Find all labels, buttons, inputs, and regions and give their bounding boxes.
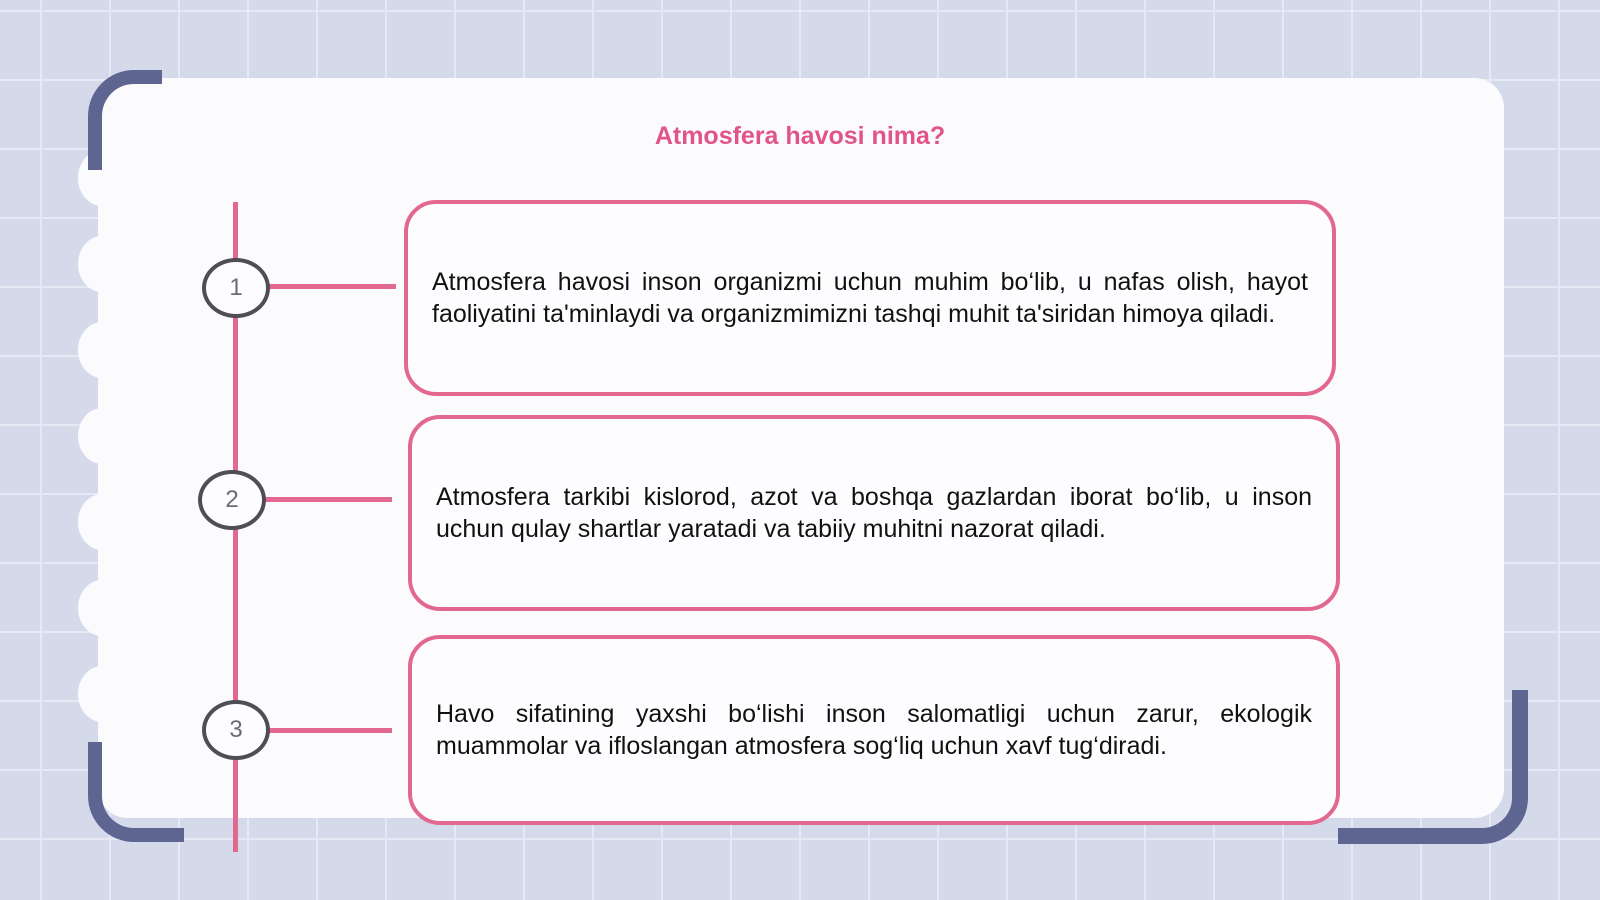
slide-title: Atmosfera havosi nima? [654,122,946,150]
card-scallop [78,236,126,292]
content-text-1: Atmosfera havosi inson organizmi uchun muhim bo‘lib, u nafas olish, hayot faoliyatini ta'minlaydi va organizmimizni tashqi muhit ta'siridan himoya qiladi. [432,268,1308,328]
content-text-3: Havo sifatining yaxshi bo‘lishi inson salomatligi uchun zarur, ekologik muammolar va ifloslangan atmosfera sog‘liq uchun xavf tug‘diradi. [436,700,1312,760]
bottom-right-corner-bracket [1338,690,1528,844]
content-text-2: Atmosfera tarkibi kislorod, azot va boshqa gazlardan iborat bo‘lib, u inson uchun qulay shartlar yaratadi va tabiiy muhitni nazorat qiladi. [436,483,1312,543]
bottom-left-corner-bracket [88,742,184,842]
connector-line-3 [266,728,392,733]
card-scallop [78,322,126,378]
card-scallop [78,666,126,722]
card-scallop [78,408,126,464]
content-box-2 [408,415,1340,611]
step-number-2: 2 [198,470,266,530]
step-number-1: 1 [202,258,270,318]
connector-line-2 [262,497,392,502]
connector-line-1 [266,284,396,289]
step-number-3: 3 [202,700,270,760]
card-scallop [78,494,126,550]
card-scallop [78,580,126,636]
content-box-1 [404,200,1336,396]
top-left-corner-bracket [88,70,162,170]
content-box-3 [408,635,1340,825]
